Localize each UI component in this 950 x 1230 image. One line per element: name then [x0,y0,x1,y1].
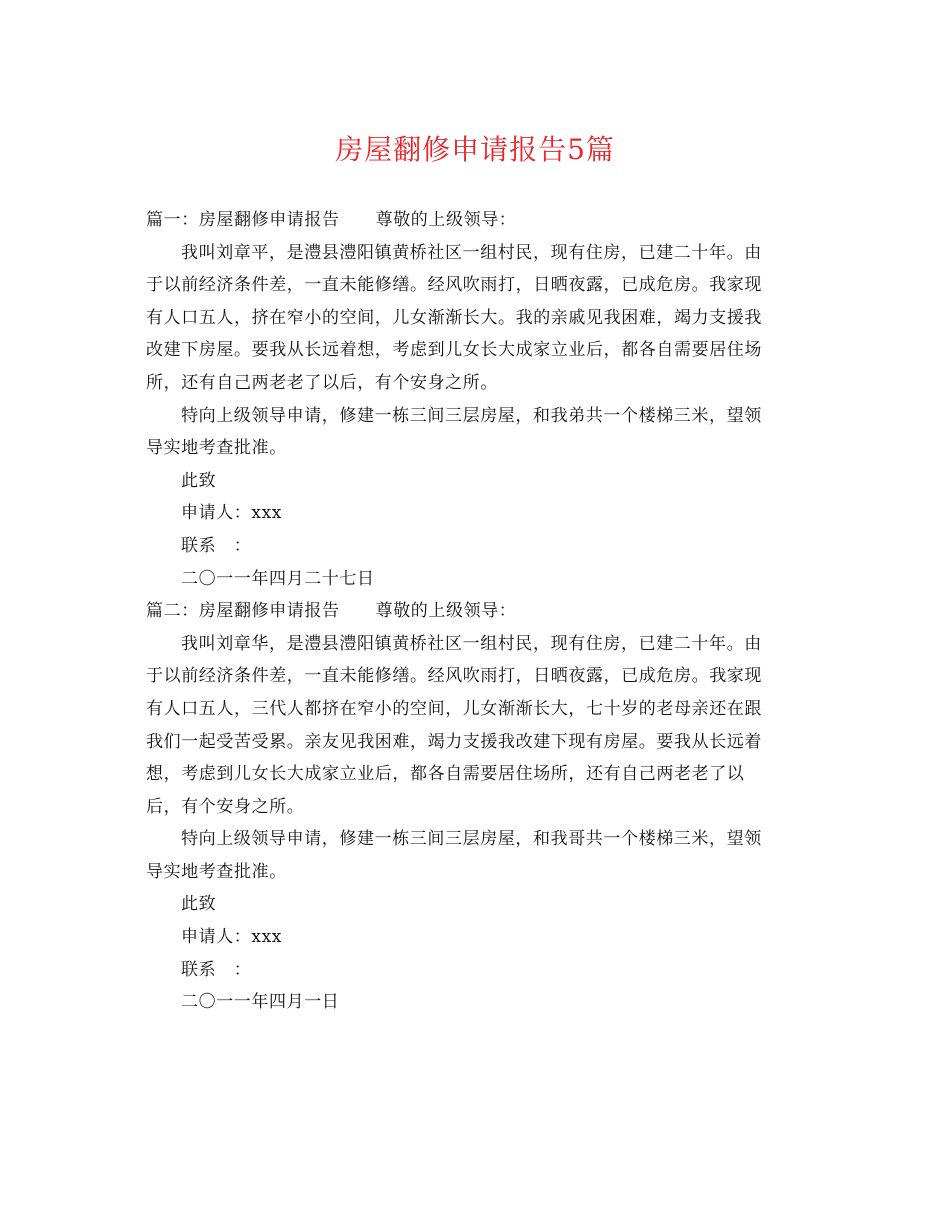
paragraph-line: 于以前经济条件差，一直未能修缮。经风吹雨打，日晒夜露，已成危房。我家现 [146,666,762,687]
paragraph-line: 想，考虑到儿女长大成家立业后，都各自需要居住场所，还有自己两老老了以 [146,764,745,785]
salutation: 尊敬的上级领导： [375,601,517,622]
applicant-line: 申请人：xxx [181,927,282,948]
paragraph-line: 导实地考查批准。 [146,861,287,882]
paragraph-line: 所，还有自己两老老了以后，有个安身之所。 [146,372,498,393]
salutation: 尊敬的上级领导： [375,210,517,230]
paragraph-line: 特向上级领导申请，修建一栋三间三层房屋，和我弟共一个楼梯三米，望领 [181,405,762,426]
section-heading: 篇一：房屋翻修申请报告 [146,210,340,230]
paragraph-line: 有人口五人，挤在窄小的空间，儿女渐渐长大。我的亲戚见我困难，竭力支援我 [146,307,762,328]
contact-line: 联系 ： [181,959,252,980]
paragraph-line: 导实地考查批准。 [146,438,287,459]
paragraph-line: 于以前经济条件差，一直未能修缮。经风吹雨打，日晒夜露，已成危房。我家现 [146,275,762,296]
applicant-line: 申请人：xxx [181,503,282,524]
section-heading-line [146,595,806,628]
date-line: 二〇一一年四月一日 [181,992,340,1013]
paragraph-line: 改建下房屋。要我从长远着想，考虑到儿女长大成家立业后，都各自需要居住场 [146,340,762,361]
paragraph-line: 我叫刘章华，是澧县澧阳镇黄桥社区一组村民，现有住房，已建二十年。由 [181,633,762,654]
contact-line: 联系 ： [181,535,252,556]
paragraph-line: 我们一起受苦受累。亲友见我困难，竭力支援我改建下现有房屋。要我从长远着 [146,731,762,752]
closing-text: 此致 [181,470,217,491]
paragraph-line: 特向上级领导申请，修建一栋三间三层房屋，和我哥共一个楼梯三米，望领 [181,829,762,850]
date-line: 二〇一一年四月二十七日 [181,568,375,589]
paragraph-line: 我叫刘章平，是澧县澧阳镇黄桥社区一组村民，现有住房，已建二十年。由 [181,242,762,263]
paragraph-line: 有人口五人，三代人都挤在窄小的空间，儿女渐渐长大，七十岁的老母亲还在跟 [146,698,762,719]
section-heading: 篇二：房屋翻修申请报告 [146,601,340,622]
section-heading-line [146,204,806,237]
closing-text: 此致 [181,894,217,915]
paragraph-line: 后，有个安身之所。 [146,796,305,817]
document-title: 房屋翻修申请报告5篇 [335,133,615,166]
document-body [146,204,806,1019]
